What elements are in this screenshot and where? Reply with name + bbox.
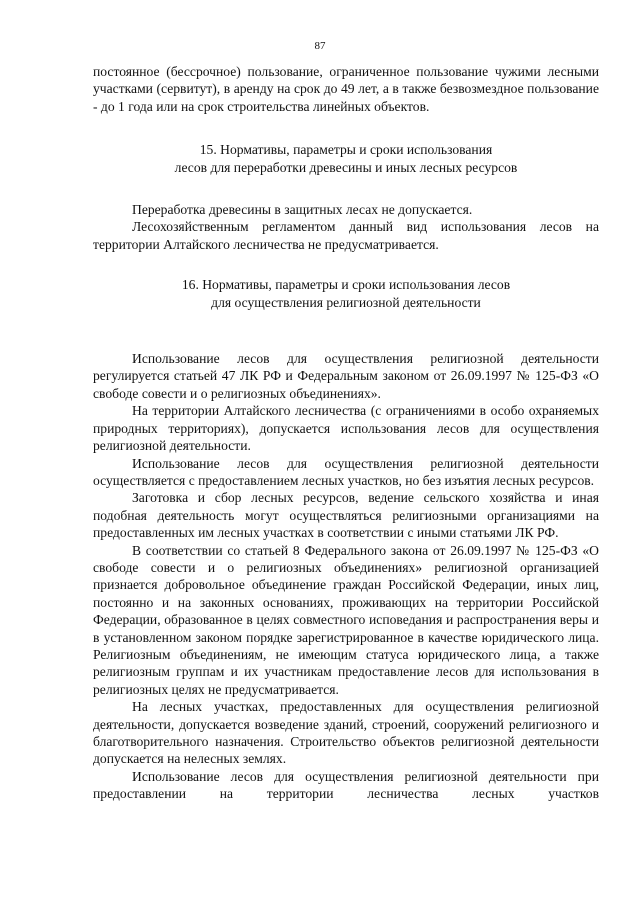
section-16-paragraph: Использование лесов для осуществления религиозной деятельности осуществляется с предоставлением лесных участков, но без изъятия лесных ресурсов.	[93, 455, 599, 488]
section-15-title-line2: лесов для переработки древесины и иных лесных ресурсов	[174, 159, 518, 175]
section-16-heading	[93, 276, 599, 311]
intro-paragraph: постоянное (бессрочное) пользование, ограниченное пользование чужими лесными участками (сервитут), в аренду на срок до 49 лет, а в также безвозмездное пользование - до 1 года или на срок строительства линейных объектов.	[93, 64, 599, 114]
page-number: 87	[314, 40, 326, 52]
section-16-title-line1: 16. Нормативы, параметры и сроки использования лесов	[181, 277, 511, 293]
section-16-paragraph: Заготовка и сбор лесных ресурсов, ведение сельского хозяйства и иная подобная деятельность могут осуществляться религиозными организациями на предоставленных им лесных участках в соответствии с иными статьями ЛК РФ.	[93, 490, 599, 541]
section-15-paragraph: Лесохозяйственным регламентом данный вид использования лесов на территории Алтайского лесничества не предусматривается.	[93, 219, 599, 252]
page-content	[93, 63, 599, 803]
section-16-paragraph: Использование лесов для осуществления религиозной деятельности при предоставлении на территории лесничества лесных участков	[93, 768, 599, 802]
section-16-paragraph: На лесных участках, предоставленных для осуществления религиозной деятельности, допускается возведение зданий, строений, сооружений религиозного и благотворительного назначения. Строительство объектов религиозной деятельности допускается на нелесных землях.	[93, 699, 599, 767]
section-16-paragraph: На территории Алтайского лесничества (с ограничениями в особо охраняемых природных территориях), допускается использования лесов для осуществления религиозной деятельности.	[93, 403, 599, 454]
section-16-paragraph: Использование лесов для осуществления религиозной деятельности регулируется статьей 47 ЛК РФ и Федеральным законом от 26.09.1997 № 125-ФЗ «О свободе совести и о религиозных объединениях».	[93, 351, 599, 401]
section-15-heading	[93, 141, 599, 176]
section-15-title-line1: 15. Нормативы, параметры и сроки использования	[199, 142, 493, 158]
section-16-paragraph: В соответствии со статьей 8 Федерального закона от 26.09.1997 № 125-ФЗ «О свободе совести и о религиозных объединениях» религиозной организацией признается добровольное объединение граждан Российской Федерации, иных лиц, постоянно и на законных основаниях, проживающих на территории Российской Федерации, образованное в целях совместного исповедания и распространения веры и в установленном законом порядке зарегистрированное в качестве юридического лица. Религиозным объединениям, не имеющим статуса юридического лица, а также религиозным группам и их участникам предоставление лесов для использования в религиозных целях не предусматривается.	[93, 542, 599, 697]
section-15-paragraph: Переработка древесины в защитных лесах не допускается.	[132, 202, 473, 218]
section-16-title-line2: для осуществления религиозной деятельности	[211, 294, 481, 310]
